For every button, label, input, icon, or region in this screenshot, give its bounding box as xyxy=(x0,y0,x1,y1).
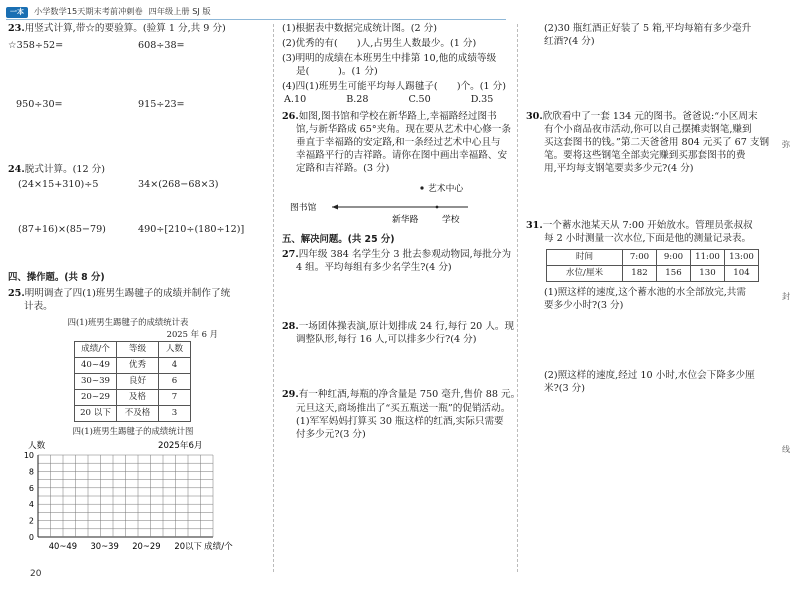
calc-item: 950÷30= xyxy=(16,99,63,111)
water-level-table xyxy=(546,249,759,282)
school-point xyxy=(436,205,439,208)
question-27: 27.四年级 384 名学生分 3 批去参观动物园,每批分为 4 组。平均每组有多少名学生?(4 分) xyxy=(282,249,512,274)
road-diagram[interactable] xyxy=(282,176,510,232)
choice-c[interactable]: C.50 xyxy=(408,94,431,106)
table-header: 等级 xyxy=(117,342,159,358)
calc-item: ☆358÷52= xyxy=(8,40,64,52)
section-5-title: 五、解决问题。(共 25 分) xyxy=(282,233,395,245)
column-middle xyxy=(282,22,521,441)
score-table xyxy=(74,341,191,422)
q25-part-1: (1)根据表中数据完成统计图。(2 分) xyxy=(282,23,437,34)
q25-choices xyxy=(282,93,510,106)
side-label-xian: 线 xyxy=(782,445,790,454)
column-left xyxy=(8,22,270,555)
x-category-label: 40~49 xyxy=(48,541,78,552)
chart-ticks xyxy=(24,451,34,542)
x-category-label: 30~39 xyxy=(90,541,119,552)
chart-ylabel: 人数 xyxy=(28,441,46,452)
library-label: 图书馆 xyxy=(290,202,317,213)
question-23-row-2 xyxy=(8,98,270,111)
table-header: 成绩/个 xyxy=(75,342,117,358)
question-31: 31.一个蓄水池某天从 7:00 开始放水。管理员张叔叔 每 2 小时测量一次水位,下面是他的测量记录表。 xyxy=(526,220,753,245)
q25-part-3: (3)明明的成绩在本班男生中排第 10,他的成绩等级 xyxy=(282,53,497,65)
calc-item: 34×(268−68×3) xyxy=(138,179,219,191)
arrow-icon xyxy=(332,204,338,209)
blank-bar-chart[interactable] xyxy=(8,437,263,555)
x-category-label: 20~29 xyxy=(132,541,161,552)
road-label: 新华路 xyxy=(392,214,419,225)
side-label-feng: 封 xyxy=(782,292,790,301)
calc-item: (24×15+310)÷5 xyxy=(18,179,99,191)
table-row: 水位/厘米 182 156 130 104 xyxy=(547,266,759,282)
table-header: 时间 xyxy=(547,250,623,266)
q25-part-2: (2)优秀的有( )人,占男生人数最少。(1 分) xyxy=(282,38,477,50)
choice-d[interactable]: D.35 xyxy=(470,94,494,106)
question-29: 29.有一种红酒,每瓶的净含量是 750 毫升,售价 88 元。 元旦这天,商场推出了“买五瓶送一瓶”的促销活动。 (1)军军妈妈打算买 30 瓶这样的红酒,实际只需要 付多少元?(3 分) xyxy=(282,389,521,440)
column-divider-2 xyxy=(517,24,518,572)
school-label: 学校 xyxy=(442,214,460,225)
y-tick-label: 2 xyxy=(28,517,34,527)
header-title: 小学数学15天期末考前冲刺卷 xyxy=(34,6,143,17)
page-header xyxy=(6,5,211,19)
question-23-title: 23.用竖式计算,带☆的要验算。(验算 1 分,共 9 分) xyxy=(8,23,226,34)
table-title: 四(1)班男生踢毽子的成绩统计表 xyxy=(67,317,189,328)
chart-caption: 四(1)班男生踢毽子的成绩统计图 xyxy=(72,426,194,436)
header-edition: 四年级上册 SJ 版 xyxy=(148,6,211,17)
column-divider-1 xyxy=(273,24,274,572)
y-tick-label: 4 xyxy=(28,500,34,510)
chart-xlabel: 成绩/个 xyxy=(204,542,233,553)
table-header: 9:00 xyxy=(657,250,691,266)
choice-a[interactable]: A.10 xyxy=(284,94,307,106)
table-row: 20 以下 不及格 3 xyxy=(75,406,191,422)
table-row: 30~39 良好 6 xyxy=(75,374,191,390)
table-date: 2025 年 6 月 xyxy=(166,328,218,339)
table-row: 40~49 优秀 4 xyxy=(75,358,191,374)
brand-logo: 一本 xyxy=(6,7,28,18)
y-tick-label: 0 xyxy=(28,533,34,543)
calc-item: 608÷38= xyxy=(138,40,185,52)
page-number: 20 xyxy=(30,569,42,579)
x-category-label: 20以下 xyxy=(174,541,202,552)
y-tick-label: 8 xyxy=(28,467,34,477)
question-24-row-2 xyxy=(8,223,270,236)
choice-b[interactable]: B.28 xyxy=(346,94,369,106)
q25-part-4: (4)四(1)班男生可能平均每人踢毽子( )个。(1 分) xyxy=(282,81,506,93)
question-24-title: 24.脱式计算。(12 分) xyxy=(8,164,106,176)
calc-item: (87+16)×(85−79) xyxy=(18,224,106,236)
question-24-row-1 xyxy=(8,178,270,191)
question-25-title-cont: 计表。 xyxy=(24,301,53,313)
q31-part-2: (2)照这样的速度,经过 10 小时,水位会下降多少厘 米?(3 分) xyxy=(544,369,755,394)
question-28: 28.一场团体操表演,原计划排成 24 行,每行 20 人。现 调整队形,每行 16 人,可以排多少行?(4 分) xyxy=(282,321,515,346)
header-divider xyxy=(6,19,506,20)
calc-item: 490÷[210÷(180÷12)] xyxy=(138,224,245,236)
question-25-title: 25.明明调查了四(1)班男生踢毽子的成绩并制作了统 xyxy=(8,288,231,300)
q31-part-1: (1)照这样的速度,这个蓄水池的水全部放完,共需 要多少小时?(3 分) xyxy=(544,287,746,312)
table-header: 11:00 xyxy=(691,250,725,266)
art-center-point xyxy=(420,186,423,189)
column-right xyxy=(526,22,776,395)
chart-categories xyxy=(49,541,203,551)
calc-item: 915÷23= xyxy=(138,99,185,111)
question-26: 26.如图,图书馆和学校在新华路上,幸福路经过图书 馆,与新华路成 65°夹角。现在要从艺术中心修一条 垂直于幸福路的安定路,和一条经过艺术中心且与 幸福路平行的吉祥路。请你在图中画出幸福路、安 定路和吉祥路。(3 分) xyxy=(282,111,511,175)
art-center-label: 艺术中心 xyxy=(428,183,464,194)
table-header: 人数 xyxy=(159,342,191,358)
table-header: 7:00 xyxy=(623,250,657,266)
side-label-mi: 弥 xyxy=(782,140,790,149)
question-23-row-1 xyxy=(8,39,270,52)
chart-grid xyxy=(38,455,213,537)
question-30: 30.欣欣看中了一套 134 元的图书。爸爸说:“小区周末 有个小商品夜市活动,你可以自己摆摊卖钢笔,赚到 买这套图书的钱。”第二天爸爸用 804 元买了 67 支钢 笔。要将这些钢笔全部卖完赚到买那套图书的费 用,平均每支钢笔要卖多少元?(4 分) xyxy=(526,111,770,175)
q25-part-3-cont: 是( )。(1 分) xyxy=(296,66,378,78)
q29-part-2: (2)30 瓶红酒正好装了 5 箱,平均每箱有多少毫升 红酒?(4 分) xyxy=(544,23,752,48)
section-4-title: 四、操作题。(共 8 分) xyxy=(8,272,105,284)
y-tick-label: 10 xyxy=(23,451,34,461)
table-header: 13:00 xyxy=(725,250,759,266)
y-tick-label: 6 xyxy=(28,484,34,494)
table-row: 20~29 及格 7 xyxy=(75,390,191,406)
chart-subtitle: 2025年6月 xyxy=(158,441,203,452)
